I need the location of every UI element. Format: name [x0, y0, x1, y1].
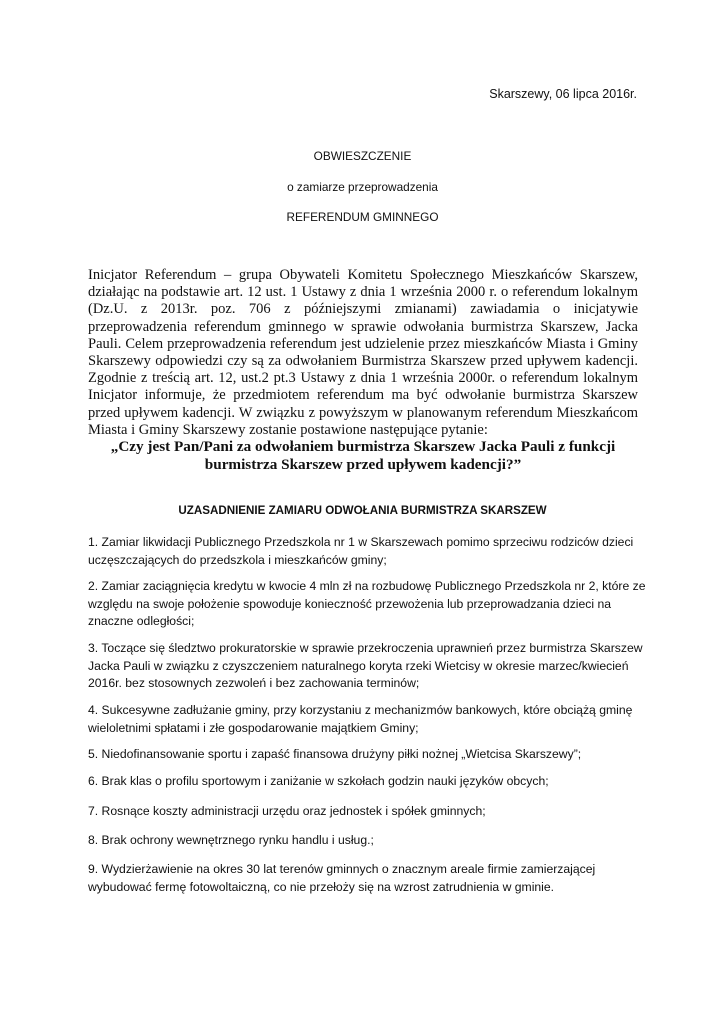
announcement-body: Inicjator Referendum – grupa Obywateli Komitetu Społecznego Mieszkańców Skarszew, działając na podstawie art. 12 ust. 1 Ustawy z dnia 1 września 2000 r. o referendum lokalnym (Dz.U. z 2013r. poz. 706 z późniejszymi zmianami) zawiadamia o inicjatywie przeprowadzenia referendum gminnego w sprawie odwołania burmistrza Skarszew, Jacka Pauli. Celem przeprowadzenia referendum jest udzielenie przez mieszkańców Miasta i Gminy Skarszewy odpowiedzi czy są za odwołaniem Burmistrza Skarszew przed upływem kadencji. Zgodnie z treścią art. 12, ust.2 pt.3 Ustawy z dnia 1 września 2000r. o referendum lokalnym Inicjator informuje, że przedmiotem referendum ma być odwołanie burmistrza Skarszew przed upływem kadencji. W związku z powyższym w planowanym referendum Mieszkańcom Miasta i Gminy Skarszewy zostanie postawione następujące pytanie:: [88, 267, 638, 438]
justification-heading: UZASADNIENIE ZAMIARU ODWOŁANIA BURMISTRZA SKARSZEW: [178, 504, 547, 517]
justification-item-8: 8. Brak ochrony wewnętrznego rynku handlu i usług.;: [88, 833, 374, 847]
justification-item-1: 1. Zamiar likwidacji Publicznego Przedszkola nr 1 w Skarszewach pomimo sprzeciwu rodziców dzieci uczęszczających do przedszkola i mieszkańców gminy;: [88, 535, 634, 567]
document-subject: REFERENDUM GMINNEGO: [286, 210, 439, 224]
justification-item-9: 9. Wydzierżawienie na okres 30 lat terenów gminnych o znacznym areale firmie zamierzającej wybudować fermę fotowoltaiczną, co nie przełoży się na wzrost zatrudnienia w gminie.: [88, 862, 596, 894]
document-title: OBWIESZCZENIE: [313, 149, 412, 163]
referendum-question: „Czy jest Pan/Pani za odwołaniem burmistrza Skarszew Jacka Pauli z funkcji burmistrza Skarszew przed upływem kadencji?”: [110, 438, 616, 473]
document-date: Skarszewy, 06 lipca 2016r.: [489, 87, 637, 101]
justification-item-7: 7. Rosnące koszty administracji urzędu oraz jednostek i spółek gminnych;: [88, 804, 486, 818]
justification-item-6: 6. Brak klas o profilu sportowym i zaniżanie w szkołach godzin nauki języków obcych;: [88, 774, 549, 788]
document-subtitle: o zamiarze przeprowadzenia: [287, 180, 438, 194]
justification-item-3: 3. Toczące się śledztwo prokuratorskie w sprawie przekroczenia uprawnień przez burmistrza Skarszew Jacka Pauli w związku z czyszczeniem naturalnego koryta rzeki Wietcisy w okresie marzec/kwiecień 2016r. bez stosownych zezwoleń i bez zachowania terminów;: [88, 641, 643, 691]
justification-item-4: 4. Sukcesywne zadłużanie gminy, przy korzystaniu z mechanizmów bankowych, które obciążą gminę wieloletnimi spłatami i złe gospodarowanie majątkiem Gminy;: [88, 703, 633, 735]
justification-item-5: 5. Niedofinansowanie sportu i zapaść finansowa drużyny piłki nożnej „Wietcisa Skarszewy”;: [88, 747, 582, 761]
justification-item-2: 2. Zamiar zaciągnięcia kredytu w kwocie 4 mln zł na rozbudowę Publicznego Przedszkola nr 2, które ze względu na swoje położenie spowoduje konieczność przewożenia lub przeprowadzania dzieci na znaczne odległości;: [88, 579, 646, 629]
